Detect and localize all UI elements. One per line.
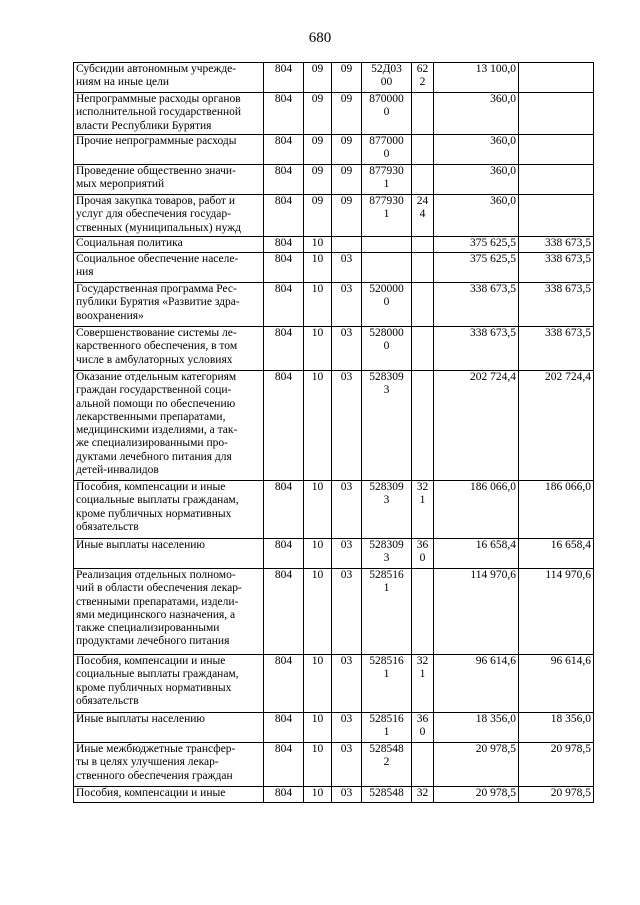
row-value-2: 20 978,5 [519, 743, 594, 787]
row-expense-type: 24 4 [412, 195, 434, 237]
row-section: 09 [304, 165, 332, 195]
row-code: 804 [264, 481, 304, 539]
row-item-code: 52Д03 00 [362, 63, 412, 93]
row-value-1: 360,0 [434, 165, 519, 195]
row-subsection: 03 [332, 481, 362, 539]
row-name: Реализация отдельных полномо- чий в области обеспечения лекар- ственными препаратами, издели- ями медицинского назначения, а также специализированными продуктами лечебного питания [74, 569, 264, 655]
row-name: Иные межбюджетные трансфер- ты в целях улучшения лекар- ственного обеспечения граждан [74, 743, 264, 787]
row-value-2: 338 673,5 [519, 283, 594, 327]
row-item-code: 528516 1 [362, 713, 412, 743]
row-value-1: 96 614,6 [434, 655, 519, 713]
row-item-code [362, 237, 412, 253]
row-item-code: 877930 1 [362, 195, 412, 237]
row-code: 804 [264, 93, 304, 135]
row-section: 10 [304, 743, 332, 787]
row-name: Иные выплаты населению [74, 539, 264, 569]
row-subsection: 03 [332, 569, 362, 655]
row-section: 10 [304, 539, 332, 569]
row-name: Пособия, компенсации и иные социальные выплаты гражданам, кроме публичных нормативных обязательств [74, 655, 264, 713]
row-expense-type: 36 0 [412, 539, 434, 569]
row-expense-type: 32 1 [412, 481, 434, 539]
row-expense-type [412, 283, 434, 327]
row-value-1: 114 970,6 [434, 569, 519, 655]
budget-table [73, 62, 594, 803]
table-row [74, 539, 594, 569]
row-subsection: 03 [332, 655, 362, 713]
table-row [74, 371, 594, 481]
row-name: Социальная политика [74, 237, 264, 253]
row-subsection: 09 [332, 93, 362, 135]
row-code: 804 [264, 327, 304, 371]
table-row [74, 253, 594, 283]
row-section: 10 [304, 569, 332, 655]
row-value-2: 18 356,0 [519, 713, 594, 743]
row-item-code: 528516 1 [362, 655, 412, 713]
row-value-1: 16 658,4 [434, 539, 519, 569]
row-subsection: 03 [332, 253, 362, 283]
row-code: 804 [264, 713, 304, 743]
row-item-code [362, 253, 412, 283]
row-value-2 [519, 93, 594, 135]
row-value-1: 360,0 [434, 135, 519, 165]
row-name: Социальное обеспечение населе- ния [74, 253, 264, 283]
row-item-code: 528309 3 [362, 539, 412, 569]
row-code: 804 [264, 539, 304, 569]
row-name: Совершенствование системы ле- карственного обеспечения, в том числе в амбулаторных условиях [74, 327, 264, 371]
row-code: 804 [264, 655, 304, 713]
row-subsection: 09 [332, 135, 362, 165]
row-subsection: 03 [332, 743, 362, 787]
row-section: 10 [304, 481, 332, 539]
row-value-1: 186 066,0 [434, 481, 519, 539]
row-subsection: 03 [332, 787, 362, 803]
row-expense-type [412, 743, 434, 787]
row-subsection: 03 [332, 327, 362, 371]
row-code: 804 [264, 237, 304, 253]
row-name: Иные выплаты населению [74, 713, 264, 743]
row-subsection [332, 237, 362, 253]
row-code: 804 [264, 283, 304, 327]
table-row [74, 481, 594, 539]
row-name: Прочая закупка товаров, работ и услуг для обеспечения государ- ственных (муниципальных) нужд [74, 195, 264, 237]
row-value-1: 20 978,5 [434, 743, 519, 787]
row-value-2 [519, 195, 594, 237]
row-value-2: 338 673,5 [519, 327, 594, 371]
row-value-2: 16 658,4 [519, 539, 594, 569]
row-value-1: 360,0 [434, 93, 519, 135]
row-item-code: 528548 [362, 787, 412, 803]
row-section: 10 [304, 283, 332, 327]
row-expense-type [412, 569, 434, 655]
row-code: 804 [264, 253, 304, 283]
row-section: 09 [304, 93, 332, 135]
row-section: 09 [304, 195, 332, 237]
row-name: Оказание отдельным категориям граждан государственной соци- альной помощи по обеспечению лекарственными препаратами, медицинскими изделиями, а так- же специализированными про- дуктами лечебного питания для детей-инвалидов [74, 371, 264, 481]
table-row [74, 569, 594, 655]
row-expense-type [412, 327, 434, 371]
row-name: Субсидии автономным учрежде- ниям на иные цели [74, 63, 264, 93]
row-code: 804 [264, 371, 304, 481]
row-section: 10 [304, 713, 332, 743]
row-subsection: 03 [332, 371, 362, 481]
row-section: 10 [304, 371, 332, 481]
table-row [74, 327, 594, 371]
row-value-1: 202 724,4 [434, 371, 519, 481]
row-name: Государственная программа Рес- публики Бурятия «Развитие здра- воохранения» [74, 283, 264, 327]
row-expense-type: 36 0 [412, 713, 434, 743]
row-code: 804 [264, 195, 304, 237]
row-name: Проведение общественно значи- мых мероприятий [74, 165, 264, 195]
row-value-2: 96 614,6 [519, 655, 594, 713]
row-item-code: 528309 3 [362, 371, 412, 481]
row-subsection: 09 [332, 165, 362, 195]
row-code: 804 [264, 787, 304, 803]
row-name: Пособия, компенсации и иные социальные выплаты гражданам, кроме публичных нормативных обязательств [74, 481, 264, 539]
row-section: 10 [304, 253, 332, 283]
row-value-1: 338 673,5 [434, 327, 519, 371]
row-section: 10 [304, 787, 332, 803]
row-value-2: 202 724,4 [519, 371, 594, 481]
row-expense-type: 62 2 [412, 63, 434, 93]
row-value-1: 375 625,5 [434, 237, 519, 253]
row-section: 10 [304, 327, 332, 371]
row-item-code: 877000 0 [362, 135, 412, 165]
row-item-code: 520000 0 [362, 283, 412, 327]
row-name: Прочие непрограммные расходы [74, 135, 264, 165]
table-row [74, 93, 594, 135]
row-value-2 [519, 135, 594, 165]
row-expense-type [412, 371, 434, 481]
row-value-2: 338 673,5 [519, 237, 594, 253]
row-name: Пособия, компенсации и иные [74, 787, 264, 803]
row-expense-type [412, 253, 434, 283]
table-row [74, 237, 594, 253]
row-value-2 [519, 165, 594, 195]
row-item-code: 870000 0 [362, 93, 412, 135]
row-item-code: 528309 3 [362, 481, 412, 539]
row-value-2: 186 066,0 [519, 481, 594, 539]
row-name: Непрограммные расходы органов исполнительной государственной власти Республики Бурятия [74, 93, 264, 135]
table-row [74, 787, 594, 803]
row-value-2: 20 978,5 [519, 787, 594, 803]
row-item-code: 528000 0 [362, 327, 412, 371]
row-code: 804 [264, 63, 304, 93]
row-subsection: 03 [332, 713, 362, 743]
row-subsection: 03 [332, 539, 362, 569]
page-number: 680 [308, 30, 332, 46]
row-value-2: 114 970,6 [519, 569, 594, 655]
table-row [74, 63, 594, 93]
row-subsection: 09 [332, 63, 362, 93]
row-subsection: 09 [332, 195, 362, 237]
table-row [74, 713, 594, 743]
row-expense-type [412, 135, 434, 165]
row-value-1: 360,0 [434, 195, 519, 237]
row-item-code: 528516 1 [362, 569, 412, 655]
row-code: 804 [264, 743, 304, 787]
row-expense-type [412, 93, 434, 135]
row-section: 09 [304, 135, 332, 165]
row-value-2: 338 673,5 [519, 253, 594, 283]
row-section: 09 [304, 63, 332, 93]
row-code: 804 [264, 165, 304, 195]
row-subsection: 03 [332, 283, 362, 327]
row-code: 804 [264, 135, 304, 165]
row-value-1: 20 978,5 [434, 787, 519, 803]
row-item-code: 877930 1 [362, 165, 412, 195]
row-expense-type [412, 237, 434, 253]
row-value-1: 338 673,5 [434, 283, 519, 327]
table-row [74, 195, 594, 237]
row-expense-type [412, 165, 434, 195]
table-row [74, 165, 594, 195]
table-row [74, 135, 594, 165]
table-body [74, 63, 594, 803]
row-expense-type: 32 [412, 787, 434, 803]
row-value-1: 18 356,0 [434, 713, 519, 743]
table-row [74, 283, 594, 327]
row-value-1: 13 100,0 [434, 63, 519, 93]
row-code: 804 [264, 569, 304, 655]
table-row [74, 743, 594, 787]
row-section: 10 [304, 237, 332, 253]
row-section: 10 [304, 655, 332, 713]
table-row [74, 655, 594, 713]
row-expense-type: 32 1 [412, 655, 434, 713]
row-value-2 [519, 63, 594, 93]
row-item-code: 528548 2 [362, 743, 412, 787]
row-value-1: 375 625,5 [434, 253, 519, 283]
